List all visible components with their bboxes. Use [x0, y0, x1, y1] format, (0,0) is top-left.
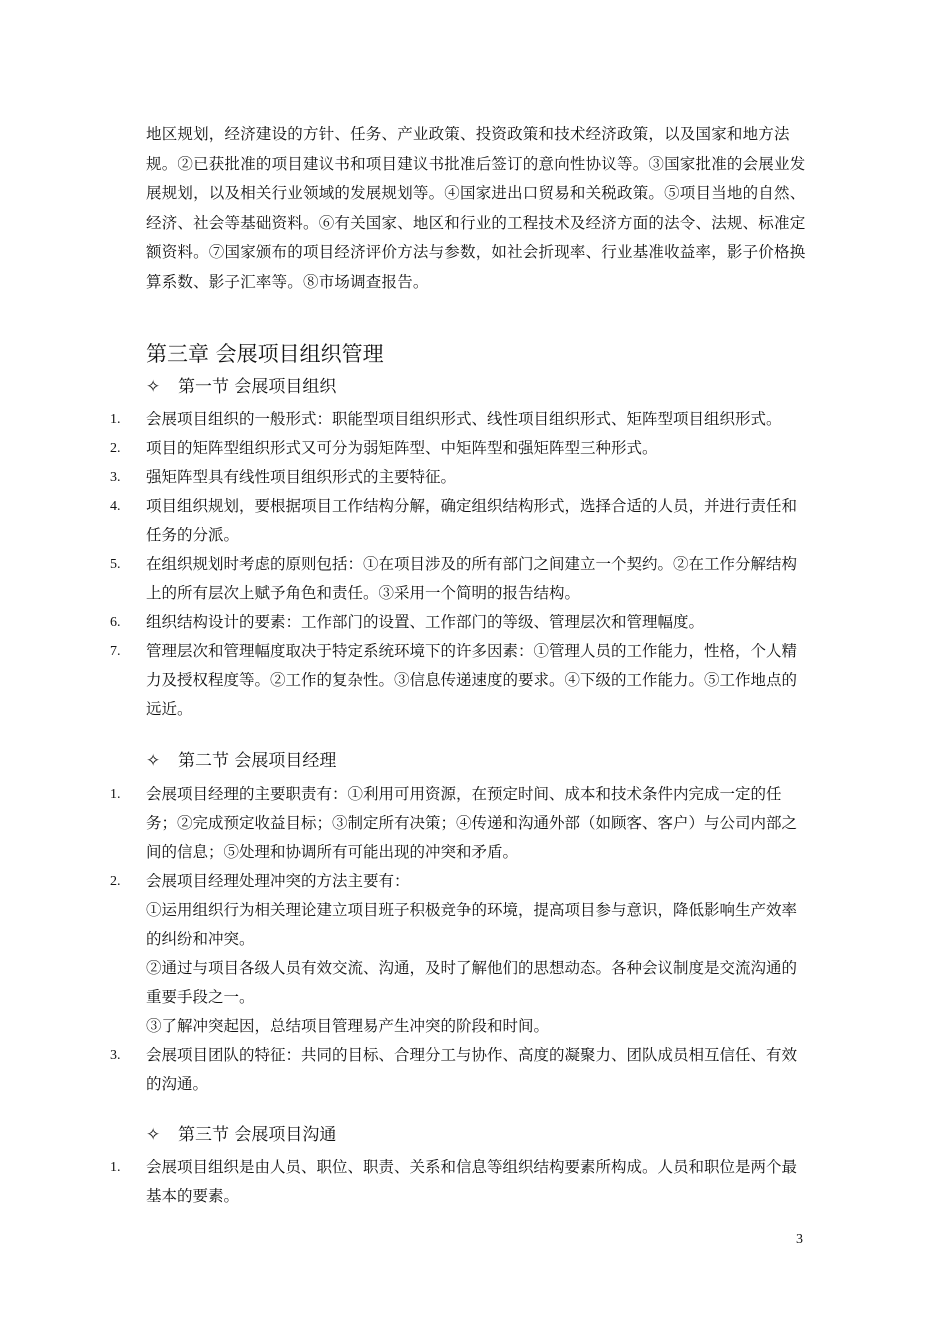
list-item-text: 会展项目组织的一般形式：职能型项目组织形式、线性项目组织形式、矩阵型项目组织形式。 [146, 410, 782, 428]
list-item-text: 会展项目经理处理冲突的方法主要有： [146, 872, 410, 890]
list-item [110, 780, 810, 867]
list-item-text: 项目组织规划，要根据项目工作结构分解，确定组织结构形式，选择合适的人员，并进行责任和任务的分派。 [146, 497, 798, 544]
list-item-number: 6. [110, 615, 121, 630]
list-item [110, 1153, 810, 1211]
list-item-text: 项目的矩阵型组织形式又可分为弱矩阵型、中矩阵型和强矩阵型三种形式。 [146, 439, 658, 457]
list-item-number: 2. [110, 874, 121, 889]
list-sub-item: ②通过与项目各级人员有效交流、沟通，及时了解他们的思想动态。各种会议制度是交流沟通的重要手段之一。 [146, 959, 798, 1006]
section-title: 第一节 会展项目组织 [178, 377, 337, 397]
list-item-number: 4. [110, 499, 121, 514]
list-item-text: 在组织规划时考虑的原则包括：①在项目涉及的所有部门之间建立一个契约。②在工作分解结构上的所有层次上赋予角色和责任。③采用一个简明的报告结构。 [146, 555, 798, 602]
page-number: 3 [796, 1232, 803, 1247]
list-sub-item: ①运用组织行为相关理论建立项目班子积极竞争的环境，提高项目参与意识，降低影响生产效率的纠纷和冲突。 [146, 901, 798, 948]
list-item-number: 2. [110, 441, 121, 456]
list-item [110, 492, 810, 550]
list-item-number: 1. [110, 1160, 121, 1175]
list-item-text: 会展项目经理的主要职责有：①利用可用资源，在预定时间、成本和技术条件内完成一定的任务；②完成预定收益目标；③制定所有决策；④传递和沟通外部（如顾客、客户）与公司内部之间的信息；⑤处理和协调所有可能出现的冲突和矛盾。 [146, 785, 798, 861]
list-item [110, 434, 810, 463]
list-item-number: 1. [110, 412, 121, 427]
section-3-list [110, 1153, 810, 1211]
section-marker-icon: ✧ [146, 377, 161, 397]
section-marker-icon: ✧ [146, 751, 161, 771]
chapter-title: 第三章 会展项目组织管理 [146, 342, 384, 366]
list-item-text: 会展项目团队的特征：共同的目标、合理分工与协作、高度的凝聚力、团队成员相互信任、有效的沟通。 [146, 1046, 798, 1093]
list-item-text: 强矩阵型具有线性项目组织形式的主要特征。 [146, 468, 457, 486]
section-heading-3 [146, 1120, 336, 1150]
intro-paragraph [146, 120, 810, 297]
list-item-number: 3. [110, 470, 121, 485]
list-item-number: 3. [110, 1048, 121, 1063]
list-item [110, 405, 810, 434]
list-item [110, 608, 810, 637]
section-title: 第二节 会展项目经理 [178, 751, 337, 771]
intro-text: 地区规划，经济建设的方针、任务、产业政策、投资政策和技术经济政策，以及国家和地方法规。②已获批准的项目建议书和项目建议书批准后签订的意向性协议等。③国家批准的会展业发展规划，以及相关行业领域的发展规划等。④国家进出口贸易和关税政策。⑤项目当地的自然、经济、社会等基础资料。⑥有关国家、地区和行业的工程技术及经济方面的法令、法规、标准定额资料。⑦国家颁布的项目经济评价方法与参数，如社会折现率、行业基准收益率，影子价格换算系数、影子汇率等。⑧市场调查报告。 [146, 125, 806, 291]
list-item-text: 组织结构设计的要素：工作部门的设置、工作部门的等级、管理层次和管理幅度。 [146, 613, 705, 631]
list-item [110, 463, 810, 492]
section-heading-2 [146, 746, 336, 776]
section-heading-1 [146, 372, 336, 402]
list-item-number: 1. [110, 787, 121, 802]
list-item [110, 550, 810, 608]
list-item [110, 867, 810, 1041]
section-marker-icon: ✧ [146, 1125, 161, 1145]
list-sub-item: ③了解冲突起因，总结项目管理易产生冲突的阶段和时间。 [146, 1017, 550, 1035]
list-item [110, 1041, 810, 1099]
list-item-number: 7. [110, 644, 121, 659]
list-item-number: 5. [110, 557, 121, 572]
list-item [110, 637, 810, 724]
section-1-list [110, 405, 810, 724]
section-2-list [110, 780, 810, 1099]
list-item-text: 管理层次和管理幅度取决于特定系统环境下的许多因素：①管理人员的工作能力，性格，个人精力及授权程度等。②工作的复杂性。③信息传递速度的要求。④下级的工作能力。⑤工作地点的远近。 [146, 642, 798, 718]
section-title: 第三节 会展项目沟通 [178, 1125, 337, 1145]
list-item-text: 会展项目组织是由人员、职位、职责、关系和信息等组织结构要素所构成。人员和职位是两个最基本的要素。 [146, 1158, 798, 1205]
